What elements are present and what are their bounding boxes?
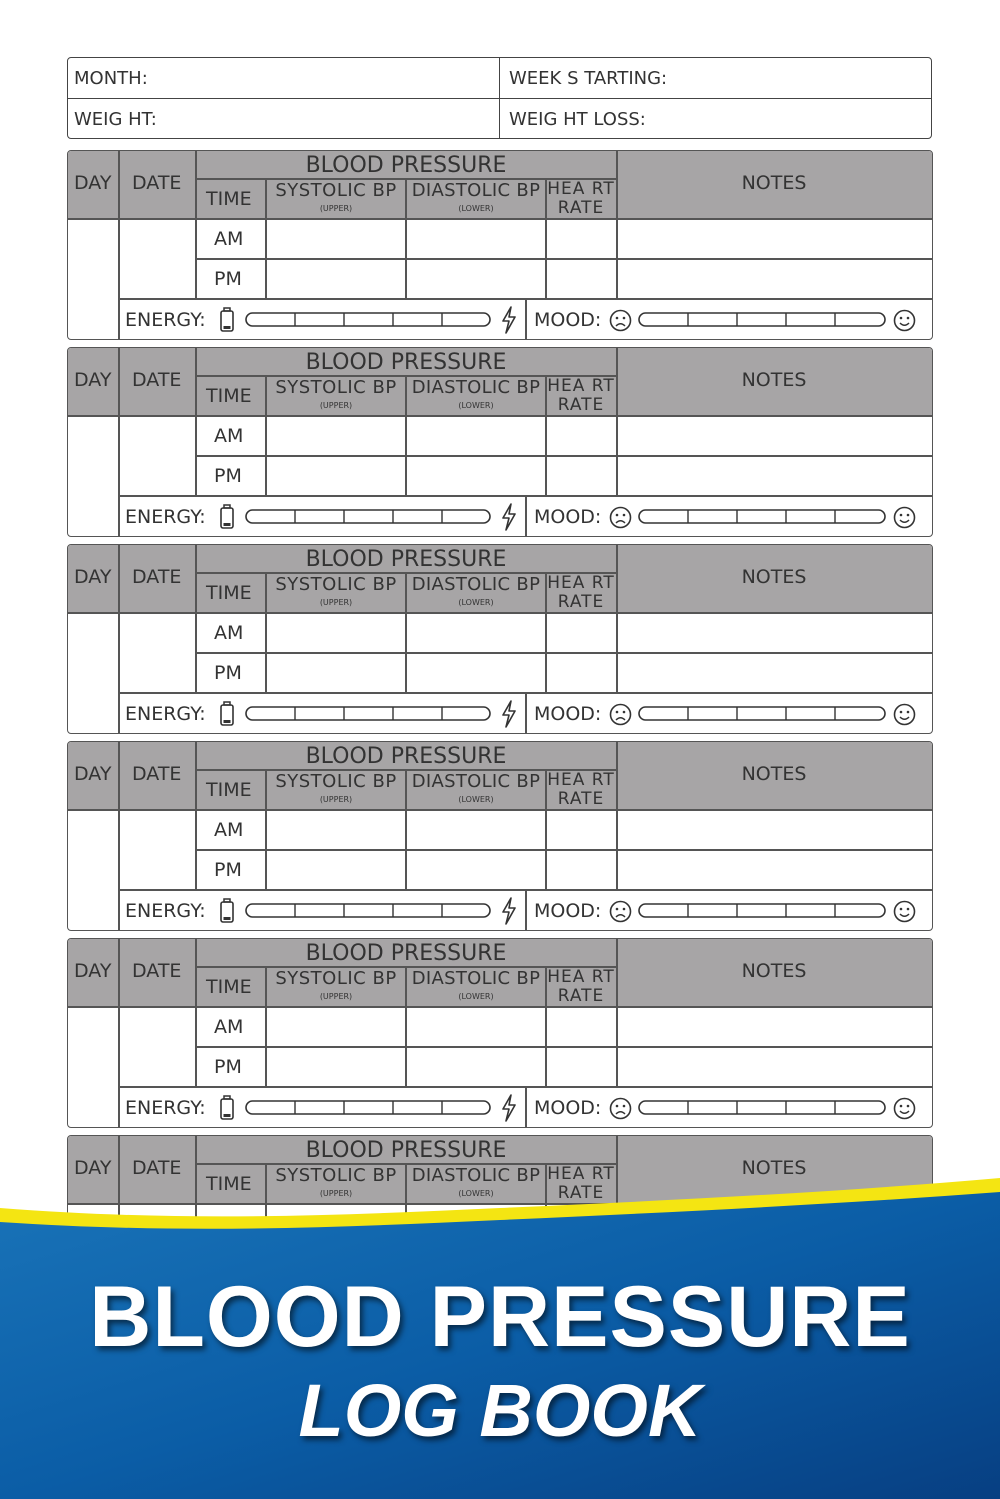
mood-scale[interactable] xyxy=(637,901,889,921)
systolic-header: SYSTOLIC BP xyxy=(275,771,397,792)
day-header: DAY xyxy=(74,763,112,785)
energy-scale[interactable] xyxy=(244,310,494,330)
energy-label: ENERGY: xyxy=(125,506,206,528)
systolic-subheader: (UPPER) xyxy=(319,795,353,804)
pm-label: PM xyxy=(214,662,242,684)
diastolic-header: DIASTOLIC BP xyxy=(411,180,541,201)
time-header: TIME xyxy=(206,976,252,998)
notes-header: NOTES xyxy=(741,566,807,588)
battery-icon xyxy=(219,898,235,924)
day-header: DAY xyxy=(74,566,112,588)
pm-label: PM xyxy=(214,1056,242,1078)
blood-pressure-header: BLOOD PRESSURE xyxy=(305,350,507,375)
happy-face-icon xyxy=(893,703,916,726)
notes-header: NOTES xyxy=(741,1157,807,1179)
weight-loss-label: WEIG HT LOSS: xyxy=(509,109,646,130)
heart-rate-header-line2: RATE xyxy=(557,1183,605,1203)
time-header: TIME xyxy=(206,582,252,604)
battery-icon xyxy=(219,1095,235,1121)
day-header: DAY xyxy=(74,172,112,194)
week-starting-label: WEEK S TARTING: xyxy=(509,67,668,89)
lightning-icon xyxy=(500,306,518,334)
day-header: DAY xyxy=(74,1157,112,1179)
log-entry-block xyxy=(67,741,933,931)
lightning-icon xyxy=(500,700,518,728)
date-header: DATE xyxy=(132,172,182,194)
am-label: AM xyxy=(214,622,244,644)
happy-face-icon xyxy=(893,309,916,332)
date-header: DATE xyxy=(132,566,182,588)
energy-scale[interactable] xyxy=(244,507,494,527)
date-header: DATE xyxy=(132,369,182,391)
heart-rate-header-line2: RATE xyxy=(557,986,605,1006)
systolic-header: SYSTOLIC BP xyxy=(275,574,397,595)
date-header: DATE xyxy=(132,960,182,982)
happy-face-icon xyxy=(893,1097,916,1120)
pm-label: PM xyxy=(214,268,242,290)
time-header: TIME xyxy=(206,779,252,801)
heart-rate-header-line2: RATE xyxy=(557,395,605,415)
weight-field[interactable] xyxy=(68,99,500,139)
diastolic-subheader: (LOWER) xyxy=(458,795,494,804)
blood-pressure-header: BLOOD PRESSURE xyxy=(305,744,507,769)
mood-label: MOOD: xyxy=(534,900,602,922)
week-starting-field[interactable] xyxy=(500,58,932,99)
notes-header: NOTES xyxy=(741,960,807,982)
pm-label: PM xyxy=(214,859,242,881)
systolic-subheader: (UPPER) xyxy=(319,204,353,213)
systolic-subheader: (UPPER) xyxy=(319,1189,353,1198)
blood-pressure-header: BLOOD PRESSURE xyxy=(305,547,507,572)
systolic-header: SYSTOLIC BP xyxy=(275,377,397,398)
heart-rate-header-line1: HEA RT xyxy=(547,179,615,199)
diastolic-subheader: (LOWER) xyxy=(458,401,494,410)
am-label: AM xyxy=(214,425,244,447)
mood-scale[interactable] xyxy=(637,310,889,330)
day-header: DAY xyxy=(74,960,112,982)
month-label: MONTH: xyxy=(74,67,148,89)
battery-icon xyxy=(219,701,235,727)
energy-scale[interactable] xyxy=(244,704,494,724)
log-entry-block xyxy=(67,938,933,1128)
diastolic-subheader: (LOWER) xyxy=(458,598,494,607)
battery-icon xyxy=(219,504,235,530)
sad-face-icon xyxy=(609,703,632,726)
happy-face-icon xyxy=(893,506,916,529)
heart-rate-header-line1: HEA RT xyxy=(547,967,615,987)
mood-label: MOOD: xyxy=(534,506,602,528)
mood-label: MOOD: xyxy=(534,1097,602,1119)
diastolic-subheader: (LOWER) xyxy=(458,204,494,213)
notes-header: NOTES xyxy=(741,763,807,785)
log-entry-block xyxy=(67,544,933,734)
date-header: DATE xyxy=(132,763,182,785)
am-label: AM xyxy=(214,819,244,841)
blood-pressure-header: BLOOD PRESSURE xyxy=(305,941,507,966)
day-header: DAY xyxy=(74,369,112,391)
cover-title-line2: LOG BOOK xyxy=(298,1369,702,1452)
lightning-icon xyxy=(500,1094,518,1122)
mood-scale[interactable] xyxy=(637,704,889,724)
header-info-table xyxy=(67,57,932,139)
weight-loss-field[interactable] xyxy=(500,99,932,139)
mood-label: MOOD: xyxy=(534,703,602,725)
log-entry-block xyxy=(67,347,933,537)
heart-rate-header-line1: HEA RT xyxy=(547,573,615,593)
time-header: TIME xyxy=(206,1173,252,1195)
heart-rate-header-line1: HEA RT xyxy=(547,770,615,790)
energy-label: ENERGY: xyxy=(125,703,206,725)
energy-label: ENERGY: xyxy=(125,900,206,922)
lightning-icon xyxy=(500,503,518,531)
notes-header: NOTES xyxy=(741,369,807,391)
heart-rate-header-line2: RATE xyxy=(557,198,605,218)
systolic-header: SYSTOLIC BP xyxy=(275,1165,397,1186)
energy-scale[interactable] xyxy=(244,1098,494,1118)
lightning-icon xyxy=(500,897,518,925)
blood-pressure-header: BLOOD PRESSURE xyxy=(305,153,507,178)
blood-pressure-header: BLOOD PRESSURE xyxy=(305,1138,507,1163)
sad-face-icon xyxy=(609,309,632,332)
mood-label: MOOD: xyxy=(534,309,602,331)
systolic-subheader: (UPPER) xyxy=(319,598,353,607)
sad-face-icon xyxy=(609,1097,632,1120)
mood-scale[interactable] xyxy=(637,507,889,527)
heart-rate-header-line1: HEA RT xyxy=(547,376,615,396)
log-entry-block xyxy=(67,150,933,340)
happy-face-icon xyxy=(893,900,916,923)
energy-label: ENERGY: xyxy=(125,309,206,331)
time-header: TIME xyxy=(206,385,252,407)
systolic-header: SYSTOLIC BP xyxy=(275,968,397,989)
mood-scale[interactable] xyxy=(637,1098,889,1118)
systolic-subheader: (UPPER) xyxy=(319,401,353,410)
heart-rate-header-line2: RATE xyxy=(557,592,605,612)
sad-face-icon xyxy=(609,506,632,529)
time-header: TIME xyxy=(206,188,252,210)
pm-label: PM xyxy=(214,465,242,487)
diastolic-header: DIASTOLIC BP xyxy=(411,1165,541,1186)
heart-rate-header-line2: RATE xyxy=(557,789,605,809)
diastolic-header: DIASTOLIC BP xyxy=(411,574,541,595)
energy-label: ENERGY: xyxy=(125,1097,206,1119)
am-label: AM xyxy=(214,228,244,250)
systolic-header: SYSTOLIC BP xyxy=(275,180,397,201)
cover-title-line1: BLOOD PRESSURE xyxy=(89,1269,911,1365)
diastolic-header: DIASTOLIC BP xyxy=(411,968,541,989)
diastolic-subheader: (LOWER) xyxy=(458,1189,494,1198)
systolic-subheader: (UPPER) xyxy=(319,992,353,1001)
diastolic-subheader: (LOWER) xyxy=(458,992,494,1001)
diastolic-header: DIASTOLIC BP xyxy=(411,771,541,792)
battery-icon xyxy=(219,307,235,333)
diastolic-header: DIASTOLIC BP xyxy=(411,377,541,398)
heart-rate-header-line1: HEA RT xyxy=(547,1164,615,1184)
am-label: AM xyxy=(214,1016,244,1038)
notes-header: NOTES xyxy=(741,172,807,194)
weight-label: WEIG HT: xyxy=(74,109,157,130)
sad-face-icon xyxy=(609,900,632,923)
month-field[interactable] xyxy=(68,58,500,99)
energy-scale[interactable] xyxy=(244,901,494,921)
date-header: DATE xyxy=(132,1157,182,1179)
